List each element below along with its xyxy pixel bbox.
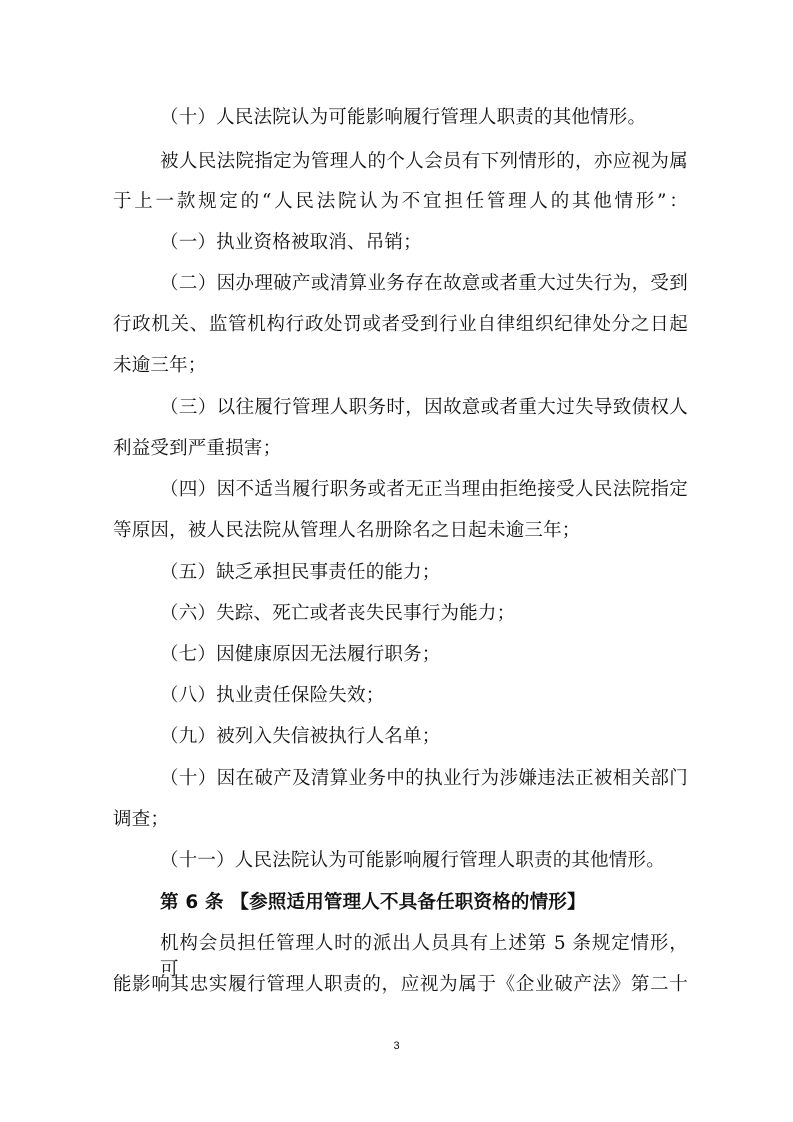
- paragraph-line: （五）缺乏承担民事责任的能力；: [160, 562, 441, 583]
- paragraph-line: （十）人民法院认为可能影响履行管理人职责的其他情形。: [160, 107, 647, 128]
- paragraph-line: 能影响其忠实履行管理人职责的，应视为属于《企业破产法》第二十: [113, 974, 688, 995]
- paragraph-line: （八）执业责任保险失效；: [160, 685, 385, 706]
- paragraph-line: 被人民法院指定为管理人的个人会员有下列情形的，亦应视为属: [160, 151, 688, 172]
- paragraph-line: 未逾三年；: [113, 355, 207, 376]
- article-heading: 第 6 条 【参照适用管理人不具备任职资格的情形】: [160, 892, 586, 913]
- paragraph-line: （九）被列入失信被执行人名单；: [160, 726, 441, 747]
- paragraph-line: （十一）人民法院认为可能影响履行管理人职责的其他情形。: [160, 850, 665, 871]
- paragraph-line: （二）因办理破产或清算业务存在故意或者重大过失行为，受到: [160, 273, 688, 294]
- paragraph-line: （一）执业资格被取消、吊销；: [160, 232, 422, 253]
- page-number: 3: [393, 1040, 400, 1052]
- paragraph-line: 等原因，被人民法院从管理人名册除名之日起未逾三年；: [113, 520, 581, 541]
- paragraph-line: 调查；: [113, 809, 170, 830]
- paragraph-line: （三）以往履行管理人职务时，因故意或者重大过失导致债权人: [160, 397, 688, 418]
- paragraph-line: 行政机关、监管机构行政处罚或者受到行业自律组织纪律处分之日起: [113, 314, 688, 335]
- paragraph-line: （六）失踪、死亡或者丧失民事行为能力；: [160, 603, 516, 624]
- paragraph-line: 利益受到严重损害；: [113, 438, 282, 459]
- paragraph-line: 于上一款规定的“人民法院认为不宜担任管理人的其他情形”：: [113, 191, 688, 212]
- paragraph-line: 机构会员担任管理人时的派出人员具有上述第 5 条规定情形，可: [160, 933, 688, 980]
- paragraph-line: （四）因不适当履行职务或者无正当理由拒绝接受人民法院指定: [160, 479, 688, 500]
- paragraph-line: （十）因在破产及清算业务中的执业行为涉嫌违法正被相关部门: [160, 768, 688, 789]
- paragraph-line: （七）因健康原因无法履行职务；: [160, 644, 441, 665]
